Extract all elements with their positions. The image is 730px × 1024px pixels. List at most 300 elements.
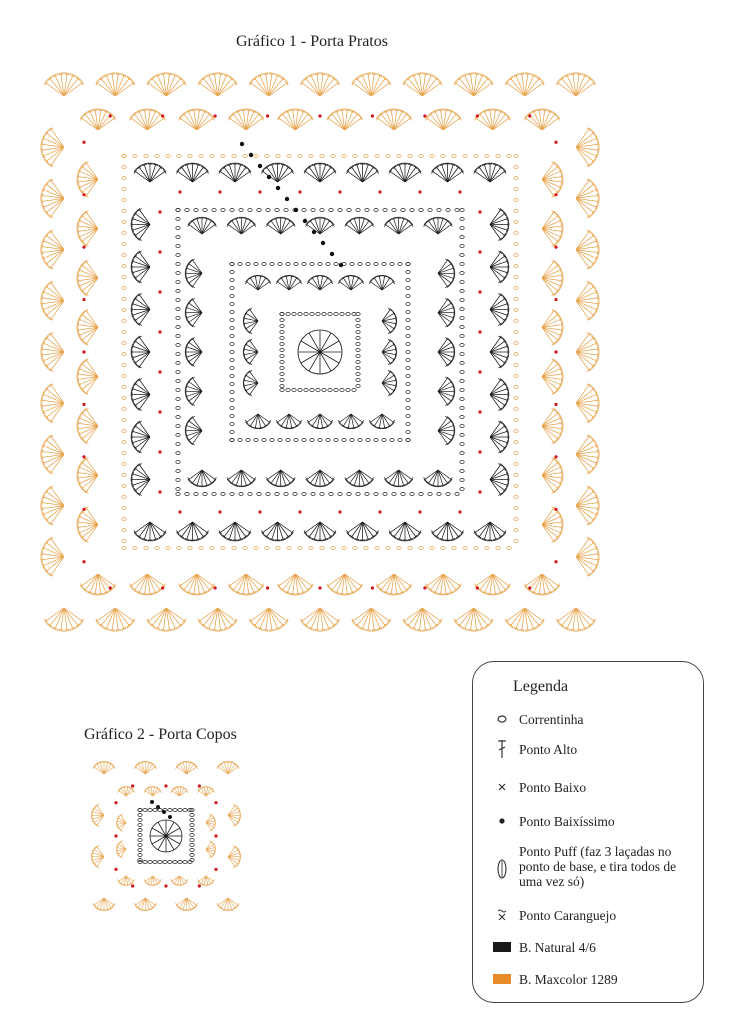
stitch-stroke bbox=[438, 300, 447, 313]
stitch-stroke bbox=[212, 74, 217, 75]
stitch-stroke bbox=[487, 593, 492, 594]
stitch-stroke bbox=[305, 522, 320, 532]
chain-stitch bbox=[455, 209, 459, 212]
chain-stitch bbox=[176, 344, 180, 347]
stitch-stroke bbox=[202, 225, 215, 234]
stitch-stroke bbox=[97, 806, 104, 816]
marker-dot bbox=[371, 586, 374, 589]
stitch-stroke bbox=[140, 465, 150, 480]
stitch-stroke bbox=[133, 267, 150, 273]
slip-stitch-dot bbox=[285, 197, 289, 201]
stitch-stroke bbox=[241, 225, 254, 234]
stitch-stroke bbox=[42, 244, 43, 249]
stitch-stroke bbox=[290, 593, 295, 594]
chain-stitch bbox=[410, 209, 414, 212]
stitch-stroke bbox=[490, 395, 500, 410]
chain-stitch bbox=[460, 308, 464, 311]
fan-arc bbox=[198, 620, 237, 631]
chain-stitch bbox=[460, 335, 464, 338]
chain-stitch bbox=[144, 547, 148, 550]
chain-stitch bbox=[383, 493, 387, 496]
fan-arc bbox=[505, 73, 544, 84]
stitch-stroke bbox=[561, 426, 562, 431]
chain-stitch bbox=[262, 263, 266, 266]
stitch-stroke bbox=[250, 310, 258, 321]
marker-dot bbox=[478, 330, 481, 333]
stitch-stroke bbox=[150, 167, 161, 182]
stitch-stroke bbox=[78, 328, 79, 333]
chain-stitch bbox=[133, 547, 137, 550]
chain-stitch bbox=[122, 210, 126, 213]
chain-stitch bbox=[176, 227, 180, 230]
chain-stitch bbox=[176, 317, 180, 320]
chain-stitch bbox=[148, 861, 152, 864]
stitch-stroke bbox=[268, 470, 281, 479]
stitch-stroke bbox=[236, 470, 241, 485]
stitch-stroke bbox=[320, 172, 335, 182]
stitch-stroke bbox=[135, 352, 150, 363]
stitch-stroke bbox=[193, 221, 202, 234]
chain-stitch bbox=[190, 849, 194, 852]
stitch-stroke bbox=[490, 310, 500, 325]
stitch-stroke bbox=[371, 414, 382, 422]
chain-stitch bbox=[166, 547, 170, 550]
chain-stitch bbox=[406, 407, 410, 410]
stitch-stroke bbox=[320, 470, 329, 483]
stitch-stroke bbox=[448, 165, 454, 182]
chain-stitch bbox=[280, 389, 284, 392]
chain-stitch bbox=[122, 199, 126, 202]
stitch-stroke bbox=[138, 764, 145, 774]
chain-stitch bbox=[356, 355, 360, 358]
marker-dot bbox=[528, 114, 531, 117]
stitch-stroke bbox=[250, 321, 258, 332]
chain-stitch bbox=[406, 271, 410, 274]
chain-stitch bbox=[460, 281, 464, 284]
slip-stitch-icon bbox=[491, 810, 513, 832]
chain-stitch bbox=[320, 209, 324, 212]
stitch-stroke bbox=[228, 815, 238, 822]
stitch-stroke bbox=[246, 593, 251, 594]
chain-stitch bbox=[176, 470, 180, 473]
fan-arc bbox=[96, 620, 135, 631]
stitch-stroke bbox=[309, 282, 320, 290]
chain-stitch bbox=[176, 218, 180, 221]
stitch-stroke bbox=[438, 260, 447, 273]
stitch-stroke bbox=[597, 244, 598, 249]
stitch-stroke bbox=[490, 299, 505, 310]
chain-stitch bbox=[122, 386, 126, 389]
stitch-stroke bbox=[78, 476, 79, 481]
stitch-stroke bbox=[272, 165, 278, 182]
stitch-stroke bbox=[438, 470, 443, 485]
stitch-stroke bbox=[597, 250, 598, 255]
slip-stitch-dot bbox=[267, 175, 271, 179]
stitch-stroke bbox=[307, 470, 320, 479]
chain-stitch bbox=[122, 155, 126, 158]
chain-stitch bbox=[329, 209, 333, 212]
chain-stitch bbox=[437, 209, 441, 212]
stitch-stroke bbox=[490, 522, 505, 532]
chain-stitch bbox=[406, 279, 410, 282]
stitch-stroke bbox=[437, 522, 448, 537]
stitch-stroke bbox=[42, 551, 43, 556]
stitch-stroke bbox=[448, 522, 454, 539]
stitch-stroke bbox=[78, 174, 79, 179]
marker-dot bbox=[423, 114, 426, 117]
stitch-stroke bbox=[193, 260, 202, 273]
stitch-stroke bbox=[278, 167, 289, 182]
stitch-stroke bbox=[490, 256, 505, 267]
stitch-stroke bbox=[136, 898, 146, 905]
slip-stitch-dot bbox=[156, 805, 160, 809]
stitch-stroke bbox=[490, 310, 505, 321]
stitch-stroke bbox=[490, 172, 505, 182]
stitch-stroke bbox=[133, 219, 150, 225]
chain-stitch bbox=[419, 493, 423, 496]
chain-stitch bbox=[460, 398, 464, 401]
chain-stitch bbox=[382, 439, 386, 442]
chain-stitch bbox=[176, 335, 180, 338]
stitch-stroke bbox=[228, 857, 239, 861]
stitch-stroke bbox=[93, 593, 98, 594]
legend-label: Ponto Baixo bbox=[519, 780, 587, 795]
marker-dot bbox=[158, 290, 161, 293]
stitch-stroke bbox=[78, 223, 79, 228]
marker-dot bbox=[266, 114, 269, 117]
stitch-stroke bbox=[475, 172, 490, 182]
stitch-stroke bbox=[193, 300, 202, 313]
stitch-stroke bbox=[189, 382, 202, 391]
chain-stitch bbox=[122, 547, 126, 550]
stitch-stroke bbox=[359, 225, 372, 234]
chain-stitch bbox=[514, 452, 518, 455]
stitch-stroke bbox=[228, 857, 235, 867]
chain-stitch bbox=[122, 375, 126, 378]
marker-dot bbox=[158, 370, 161, 373]
stitch-stroke bbox=[139, 522, 150, 537]
chain-stitch bbox=[177, 155, 181, 158]
stitch-stroke bbox=[229, 522, 235, 539]
marker-dot bbox=[258, 190, 261, 193]
chain-stitch bbox=[176, 488, 180, 491]
chain-stitch bbox=[158, 809, 162, 812]
stitch-stroke bbox=[133, 431, 150, 437]
stitch-stroke bbox=[597, 500, 598, 505]
stitch-stroke bbox=[561, 371, 562, 376]
chain-stitch bbox=[310, 389, 314, 392]
stitch-stroke bbox=[525, 74, 530, 75]
stitch-stroke bbox=[78, 519, 79, 524]
stitch-stroke bbox=[142, 898, 146, 909]
marker-dot bbox=[528, 586, 531, 589]
chain-stitch bbox=[122, 265, 126, 268]
chain-stitch bbox=[246, 263, 250, 266]
marker-dot bbox=[478, 370, 481, 373]
chain-stitch bbox=[390, 263, 394, 266]
chain-stitch bbox=[230, 343, 234, 346]
slip-stitch-dot bbox=[312, 230, 316, 234]
fan-arc bbox=[588, 435, 599, 474]
stitch-stroke bbox=[561, 322, 562, 327]
chain-stitch bbox=[316, 389, 320, 392]
stitch-stroke bbox=[320, 414, 331, 422]
chain-stitch bbox=[122, 364, 126, 367]
stitch-stroke bbox=[218, 767, 228, 774]
marker-dot bbox=[554, 141, 557, 144]
stitch-stroke bbox=[438, 347, 453, 352]
fan-arc bbox=[249, 620, 288, 631]
stitch-stroke bbox=[202, 470, 215, 479]
marker-dot bbox=[298, 190, 301, 193]
stitch-stroke bbox=[241, 219, 246, 234]
stitch-stroke bbox=[490, 267, 500, 282]
stitch-stroke bbox=[135, 480, 150, 491]
stitch-stroke bbox=[189, 431, 202, 440]
chain-stitch bbox=[326, 263, 330, 266]
chain-stitch bbox=[347, 209, 351, 212]
chain-stitch bbox=[176, 443, 180, 446]
stitch-stroke bbox=[448, 522, 463, 532]
chain-stitch bbox=[514, 298, 518, 301]
stitch-stroke bbox=[135, 299, 150, 310]
stitch-stroke bbox=[228, 898, 238, 905]
stitch-stroke bbox=[94, 857, 104, 864]
chain-stitch bbox=[455, 493, 459, 496]
chain-stitch bbox=[143, 861, 147, 864]
stitch-stroke bbox=[372, 629, 377, 630]
chain-stitch bbox=[460, 425, 464, 428]
chain-stitch bbox=[474, 155, 478, 158]
chain-stitch bbox=[382, 263, 386, 266]
marker-dot bbox=[266, 586, 269, 589]
chain-stitch bbox=[406, 367, 410, 370]
stitch-stroke bbox=[484, 522, 490, 539]
chain-stitch bbox=[230, 327, 234, 330]
chain-stitch bbox=[328, 389, 332, 392]
marker-dot bbox=[82, 141, 85, 144]
chain-stitch bbox=[406, 287, 410, 290]
stitch-stroke bbox=[490, 437, 507, 443]
stitch-stroke bbox=[93, 812, 104, 816]
stitch-stroke bbox=[224, 898, 228, 909]
stitch-stroke bbox=[78, 470, 79, 475]
stitch-stroke bbox=[104, 898, 108, 909]
marker-dot bbox=[371, 114, 374, 117]
stitch-stroke bbox=[187, 431, 202, 436]
chain-stitch bbox=[194, 209, 198, 212]
stitch-stroke bbox=[212, 789, 215, 793]
marker-dot bbox=[476, 114, 479, 117]
marker-dot bbox=[418, 190, 421, 193]
legend-title: Legenda bbox=[513, 678, 569, 695]
stitch-stroke bbox=[145, 763, 149, 774]
marker-dot bbox=[423, 586, 426, 589]
chain-stitch bbox=[177, 547, 181, 550]
chain-stitch bbox=[287, 155, 291, 158]
chain-stitch bbox=[232, 547, 236, 550]
stitch-stroke bbox=[104, 763, 108, 774]
chain-stitch bbox=[176, 281, 180, 284]
chain-stitch bbox=[514, 331, 518, 334]
chain-stitch bbox=[183, 861, 187, 864]
fan-arc bbox=[505, 620, 544, 631]
stitch-stroke bbox=[235, 522, 250, 532]
marker-dot bbox=[158, 250, 161, 253]
stitch-stroke bbox=[148, 110, 153, 111]
stitch-stroke bbox=[438, 273, 451, 282]
stitch-stroke bbox=[281, 219, 286, 234]
stitch-stroke bbox=[382, 383, 390, 394]
chain-stitch bbox=[230, 431, 234, 434]
chain-stitch bbox=[293, 493, 297, 496]
stitch-stroke bbox=[224, 522, 235, 537]
fan-arc bbox=[198, 73, 237, 84]
stitch-stroke bbox=[59, 629, 64, 630]
stitch-stroke bbox=[202, 221, 211, 234]
chain-stitch bbox=[122, 518, 126, 521]
chain-stitch bbox=[410, 493, 414, 496]
chain-stitch bbox=[230, 287, 234, 290]
chain-stitch bbox=[230, 493, 234, 496]
stitch-stroke bbox=[320, 219, 325, 234]
chain-stitch bbox=[238, 263, 242, 266]
chain-stitch bbox=[122, 485, 126, 488]
chain-stitch bbox=[138, 829, 142, 832]
chain-stitch bbox=[460, 245, 464, 248]
stitch-stroke bbox=[193, 470, 202, 483]
stitch-stroke bbox=[140, 480, 150, 495]
color-swatch-icon bbox=[491, 968, 513, 990]
chain-stitch bbox=[183, 809, 187, 812]
stitch-stroke bbox=[135, 395, 150, 406]
chain-stitch bbox=[514, 320, 518, 323]
stitch-stroke bbox=[93, 815, 104, 819]
stitch-stroke bbox=[220, 172, 235, 182]
stitch-stroke bbox=[187, 313, 202, 318]
stitch-stroke bbox=[193, 273, 202, 286]
stitch-stroke bbox=[167, 74, 172, 75]
chain-stitch bbox=[122, 507, 126, 510]
stitch-stroke bbox=[433, 522, 448, 532]
marker-dot bbox=[378, 190, 381, 193]
stitch-stroke bbox=[180, 898, 187, 908]
stitch-stroke bbox=[382, 310, 390, 321]
stitch-stroke bbox=[78, 377, 79, 382]
chain-stitch bbox=[514, 507, 518, 510]
chain-stitch bbox=[122, 331, 126, 334]
chain-stitch bbox=[460, 371, 464, 374]
stitch-stroke bbox=[537, 110, 542, 111]
chain-stitch bbox=[230, 209, 234, 212]
slip-stitch-dot bbox=[150, 800, 154, 804]
stitch-stroke bbox=[193, 522, 204, 537]
stitch-stroke bbox=[386, 470, 399, 479]
chain-stitch bbox=[406, 383, 410, 386]
chain-stitch bbox=[310, 313, 314, 316]
chain-stitch bbox=[230, 335, 234, 338]
stitch-stroke bbox=[438, 382, 451, 391]
stitch-stroke bbox=[182, 167, 193, 182]
chain-stitch bbox=[163, 861, 167, 864]
chain-stitch bbox=[254, 439, 258, 442]
chain-stitch bbox=[460, 299, 464, 302]
chain-stitch bbox=[406, 399, 410, 402]
stitch-stroke bbox=[135, 469, 150, 480]
chain-stitch bbox=[122, 221, 126, 224]
stitch-stroke bbox=[399, 470, 408, 483]
marker-dot bbox=[158, 330, 161, 333]
stitch-stroke bbox=[352, 522, 363, 537]
chain-stitch bbox=[334, 389, 338, 392]
stitch-stroke bbox=[561, 525, 562, 530]
chain-stitch bbox=[239, 493, 243, 496]
stitch-stroke bbox=[490, 469, 505, 480]
chain-stitch-icon bbox=[491, 708, 513, 730]
chain-stitch bbox=[356, 361, 360, 364]
chain-stitch bbox=[460, 443, 464, 446]
chain-stitch bbox=[406, 263, 410, 266]
chain-stitch bbox=[375, 547, 379, 550]
stitch-stroke bbox=[542, 110, 547, 111]
stitch-stroke bbox=[399, 225, 412, 234]
stitch-stroke bbox=[228, 815, 235, 825]
stitch-stroke bbox=[561, 278, 562, 283]
chain-stitch bbox=[155, 547, 159, 550]
stitch-stroke bbox=[296, 110, 301, 111]
chain-stitch bbox=[294, 439, 298, 442]
stitch-stroke bbox=[315, 74, 320, 75]
fan-arc bbox=[41, 333, 52, 372]
legend-label: Correntinha bbox=[519, 712, 584, 727]
stitch-stroke bbox=[177, 767, 187, 774]
chain-stitch bbox=[406, 335, 410, 338]
chain-stitch bbox=[383, 209, 387, 212]
stitch-stroke bbox=[98, 593, 103, 594]
stitch-stroke bbox=[597, 347, 598, 352]
stitch-stroke bbox=[218, 898, 228, 905]
stitch-stroke bbox=[161, 629, 166, 630]
stitch-stroke bbox=[224, 167, 235, 182]
chain-stitch bbox=[239, 209, 243, 212]
chain-stitch bbox=[320, 547, 324, 550]
chain-stitch bbox=[286, 439, 290, 442]
chain-stitch bbox=[352, 389, 356, 392]
chain-stitch bbox=[138, 849, 142, 852]
stitch-stroke bbox=[320, 221, 329, 234]
stitch-stroke bbox=[232, 470, 241, 483]
marker-dot bbox=[161, 586, 164, 589]
stitch-stroke bbox=[468, 629, 473, 630]
stitch-stroke bbox=[119, 814, 123, 817]
chain-stitch bbox=[176, 209, 180, 212]
chain-stitch bbox=[356, 337, 360, 340]
chain-stitch bbox=[406, 319, 410, 322]
slip-stitch-dot bbox=[339, 263, 343, 267]
stitch-stroke bbox=[209, 829, 213, 832]
stitch-stroke bbox=[272, 522, 278, 539]
marker-dot bbox=[82, 350, 85, 353]
chain-stitch bbox=[430, 155, 434, 158]
stitch-stroke bbox=[220, 522, 235, 532]
stitch-stroke bbox=[405, 522, 416, 537]
chain-stitch bbox=[514, 188, 518, 191]
stitch-stroke bbox=[212, 629, 217, 630]
marker-dot bbox=[458, 510, 461, 513]
stitch-stroke bbox=[276, 470, 281, 485]
chain-stitch bbox=[190, 829, 194, 832]
stitch-stroke bbox=[140, 395, 150, 410]
